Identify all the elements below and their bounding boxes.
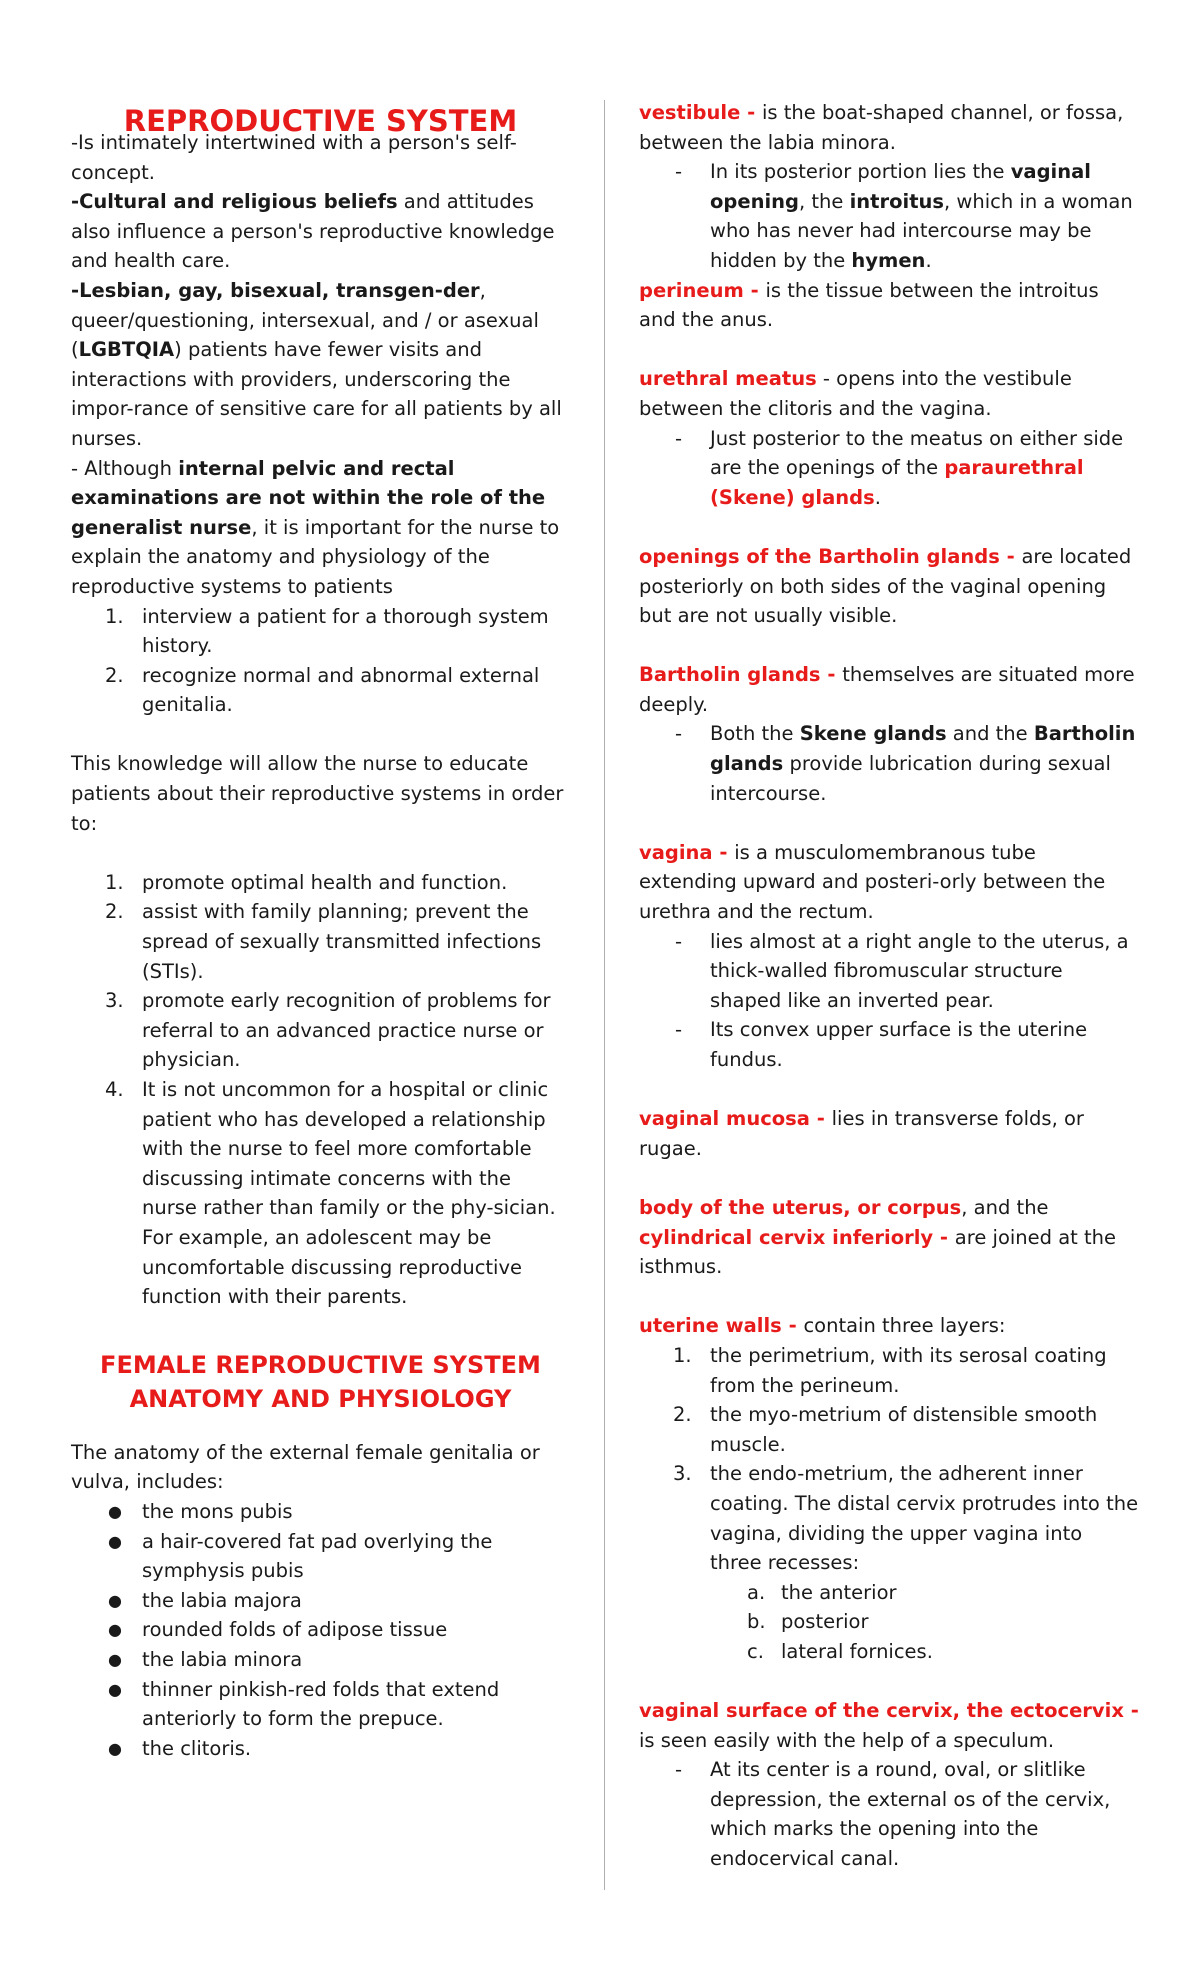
list-item: c. lateral fornices. <box>747 1639 933 1663</box>
column-divider <box>604 100 605 1890</box>
bartholin-subpoint: - Both the Skene glands and the Bartholin glands provide lubrication during sexual intercourse. <box>675 722 1136 805</box>
vagina-subpoint: - lies almost at a right angle to the uterus, a thick-walled fibromuscular structure shaped like an inverted pear. <box>675 929 1129 1012</box>
urethral-subpoint: - Just posterior to the meatus on either side are the openings of the paraurethral (Skene) glands. <box>675 426 1124 509</box>
ectocervix-definition: vaginal surface of the cervix, the ectocervix - is seen easily with the help of a speculum. <box>639 1699 1139 1752</box>
nurse-tasks-list <box>71 602 570 720</box>
education-goals-list <box>71 868 570 1312</box>
vestibule-subpoint: - In its posterior portion lies the vaginal opening, the introitus, which in a woman who has never had intercourse may be hidden by the hymen. <box>675 160 1133 272</box>
perineum-definition: perineum - is the tissue between the introitus and the anus. <box>639 278 1099 332</box>
intro-paragraph-3: -Lesbian, gay, bisexual, transgen-der, queer/questioning, intersexual, and / or asexual (LGBTQIA) patients have fewer visits and interactions with providers, underscoring the impor-rance of sensitive care for all patients by all nurses. <box>71 278 562 450</box>
vaginal-mucosa-definition: vaginal mucosa - lies in transverse folds, or rugae. <box>639 1107 1084 1160</box>
left-column <box>71 128 570 1763</box>
section-heading-female: FEMALE REPRODUCTIVE SYSTEM ANATOMY AND PHYSIOLOGY <box>100 1350 541 1413</box>
list-item: ● the mons pubis <box>108 1499 293 1523</box>
list-item: ● thinner pinkish-red folds that extend anteriorly to form the prepuce. <box>108 1677 500 1731</box>
uterine-layers-list <box>639 1341 1139 1578</box>
recesses-list <box>639 1578 1139 1667</box>
bartholin-glands-definition: Bartholin glands - themselves are situated more deeply. <box>639 663 1135 716</box>
list-item: 2. the myo-metrium of distensible smooth muscle. <box>673 1403 1098 1456</box>
list-item: ● the labia majora <box>108 1588 302 1612</box>
ectocervix-subpoint: - At its center is a round, oval, or slitlike depression, the external os of the cervix, which marks the opening into the endocervical canal. <box>675 1758 1111 1871</box>
list-item: b. posterior <box>747 1610 869 1634</box>
list-item: 2. assist with family planning; prevent the spread of sexually transmitted infections (STIs). <box>105 900 542 983</box>
vagina-definition: vagina - is a musculomembranous tube extending upward and posteri-orly between the urethra and the rectum. <box>639 840 1106 924</box>
list-item: 1. the perimetrium, with its serosal coating from the perineum. <box>673 1343 1107 1397</box>
list-item: ● the clitoris. <box>108 1736 252 1760</box>
uterine-walls-definition: uterine walls - contain three layers: <box>639 1314 1006 1338</box>
list-item: 3. promote early recognition of problems for referral to an advanced practice nurse or physician. <box>105 989 551 1072</box>
vestibule-definition: vestibule - is the boat-shaped channel, or fossa, between the labia minora. <box>639 101 1124 154</box>
list-item: 1. interview a patient for a thorough system history. <box>105 604 549 658</box>
list-item: ● the labia minora <box>108 1647 303 1671</box>
intro-paragraph-4: - Although internal pelvic and rectal examinations are not within the role of the generalist nurse, it is important for the nurse to explain the anatomy and physiology of the reproductive systems to patients <box>71 456 560 598</box>
list-item: ● a hair-covered fat pad overlying the symphysis pubis <box>108 1529 493 1583</box>
right-column <box>639 98 1139 1874</box>
vulva-list <box>71 1497 570 1763</box>
list-item: 1. promote optimal health and function. <box>105 870 508 894</box>
list-item: 2. recognize normal and abnormal external genitalia. <box>105 663 540 717</box>
list-item: 3. the endo-metrium, the adherent inner coating. The distal cervix protrudes into the vagina, dividing the upper vagina into three recesses: <box>673 1462 1139 1575</box>
urethral-meatus-definition: urethral meatus - opens into the vestibule between the clitoris and the vagina. <box>639 367 1072 420</box>
list-item: 4. It is not uncommon for a hospital or clinic patient who has developed a relationship with the nurse to feel more comfortable discussing intimate concerns with the nurse rather than family or the phy-sician. For example, an adolescent may be uncomfortable discussing reproductive function with their parents. <box>105 1078 556 1309</box>
vagina-subpoint: - Its convex upper surface is the uterine fundus. <box>675 1018 1088 1071</box>
female-paragraph-1: The anatomy of the external female genitalia or vulva, includes: <box>71 1440 540 1494</box>
bartholin-openings-definition: openings of the Bartholin glands - are located posteriorly on both sides of the vaginal opening but are not usually visible. <box>639 544 1132 628</box>
intro-paragraph-1: -Is intimately intertwined with a person's self-concept. <box>71 131 517 184</box>
page-title: REPRODUCTIVE SYSTEM <box>123 104 518 138</box>
intro-paragraph-5: This knowledge will allow the nurse to educate patients about their reproductive systems in order to: <box>71 752 564 835</box>
list-item: a. the anterior <box>747 1580 897 1604</box>
uterus-body-definition: body of the uterus, or corpus, and the cylindrical cervix inferiorly - are joined at the isthmus. <box>639 1195 1117 1279</box>
list-item: ● rounded folds of adipose tissue <box>108 1618 448 1642</box>
intro-paragraph-2: -Cultural and religious beliefs and attitudes also influence a person's reproductive knowledge and health care. <box>71 190 555 273</box>
